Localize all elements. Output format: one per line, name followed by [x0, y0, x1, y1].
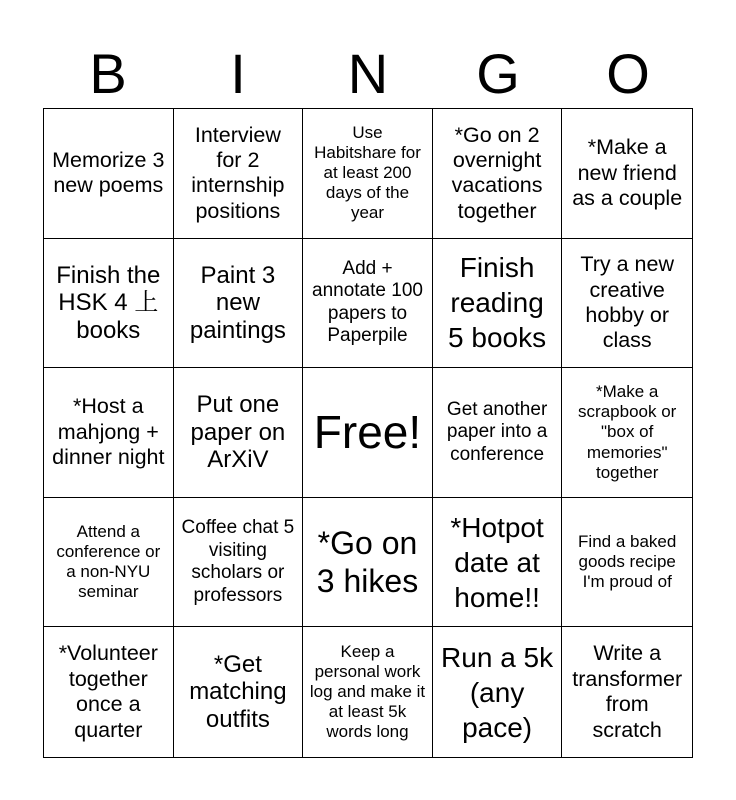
header-letter-b: B: [89, 42, 127, 105]
free-space-text: Free!: [313, 406, 422, 459]
bingo-cell-text: *Volunteer together once a quarter: [58, 641, 158, 742]
header-letter-i: I: [230, 42, 246, 105]
bingo-cell[interactable]: [433, 627, 563, 757]
bingo-cell[interactable]: [44, 239, 174, 369]
bingo-cell[interactable]: [303, 627, 433, 757]
bingo-cell[interactable]: [44, 368, 174, 498]
bingo-cell-text: Add + annotate 100 papers to Paperpile: [312, 258, 423, 347]
bingo-cell-text: Attend a conference or a non-NYU seminar: [56, 522, 161, 602]
bingo-cell-text: *Make a new friend as a couple: [572, 135, 683, 210]
header-letter-n: N: [347, 42, 389, 105]
bingo-cell-text: Use Habitshare for at least 200 days of the year: [314, 123, 421, 223]
header-letter-o: O: [606, 42, 650, 105]
bingo-board: [43, 108, 693, 758]
bingo-cell[interactable]: [174, 109, 304, 239]
bingo-cell-text: Write a transformer from scratch: [572, 641, 683, 742]
bingo-cell-text: Put one paper on ArXiV: [190, 391, 286, 474]
bingo-cell-text: Coffee chat 5 visiting scholars or professors: [181, 517, 295, 606]
bingo-cell[interactable]: [562, 239, 692, 369]
bingo-cell-text: Get another paper into a conference: [446, 398, 548, 465]
bingo-cell-text: *Get matching outfits: [189, 650, 287, 733]
bingo-cell-text: Paint 3 new paintings: [189, 261, 286, 344]
bingo-cell[interactable]: [303, 239, 433, 369]
bingo-cell-text: Finish reading 5 books: [448, 252, 547, 354]
header-letter-g: G: [476, 42, 520, 105]
bingo-cell[interactable]: [433, 109, 563, 239]
bingo-cell-text: Find a baked goods recipe I'm proud of: [578, 532, 677, 592]
bingo-cell[interactable]: [174, 627, 304, 757]
bingo-cell[interactable]: [44, 109, 174, 239]
bingo-cell[interactable]: [562, 627, 692, 757]
bingo-cell[interactable]: [44, 498, 174, 628]
bingo-cell-text: *Host a mahjong + dinner night: [52, 394, 165, 470]
bingo-cell[interactable]: [174, 498, 304, 628]
bingo-cell-text: Memorize 3 new poems: [52, 147, 165, 198]
bingo-cell[interactable]: [433, 239, 563, 369]
bingo-cell-text: *Make a scrapbook or "box of memories" together: [578, 382, 677, 482]
bingo-cell[interactable]: [562, 109, 692, 239]
bingo-cell[interactable]: [433, 368, 563, 498]
bingo-cell[interactable]: [44, 627, 174, 757]
bingo-cell[interactable]: [174, 368, 304, 498]
bingo-cell-text: Finish the HSK 4 上 books: [56, 261, 161, 344]
bingo-header: [43, 40, 693, 108]
free-space-cell[interactable]: [303, 368, 433, 498]
bingo-cell-text: Run a 5k (any pace): [441, 641, 554, 743]
bingo-cell[interactable]: [433, 498, 563, 628]
bingo-cell-text: *Go on 3 hikes: [316, 524, 419, 600]
bingo-cell[interactable]: [562, 368, 692, 498]
bingo-cell-text: Try a new creative hobby or class: [580, 252, 674, 353]
bingo-cell-text: Interview for 2 internship positions: [191, 122, 285, 223]
bingo-cell[interactable]: [174, 239, 304, 369]
bingo-cell-text: *Hotpot date at home!!: [450, 511, 544, 613]
bingo-cell-text: *Go on 2 overnight vacations together: [451, 122, 543, 223]
bingo-cell[interactable]: [303, 498, 433, 628]
bingo-cell[interactable]: [562, 498, 692, 628]
bingo-cell-text: Keep a personal work log and make it at least 5k words long: [309, 642, 426, 742]
bingo-cell[interactable]: [303, 109, 433, 239]
